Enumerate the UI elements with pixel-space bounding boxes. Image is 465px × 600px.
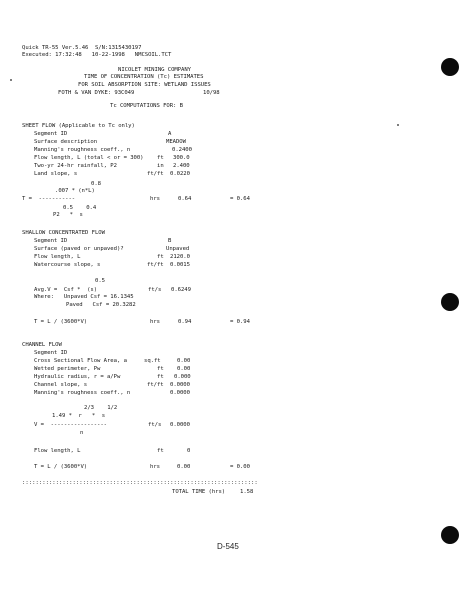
shallow-where-unpaved: Where: Unpaved Csf = 16.1345 [34, 294, 134, 300]
channel-t-value: 0.00 [177, 464, 191, 470]
shallow-slope-label: Watercourse slope, s [34, 262, 101, 268]
colon-divider-rule: :::::::::::::::::::::::::::::::::::::::::::::::::::::::::::::::::::::: [22, 481, 258, 486]
sheet-surface-label: Surface description [34, 139, 98, 145]
scan-speck [10, 79, 12, 81]
shallow-avgv-unit: ft/s [148, 287, 162, 293]
channel-area-value: 0.00 [177, 358, 191, 364]
channel-hr-unit: ft [157, 374, 164, 380]
sheet-rain-unit: in [157, 163, 164, 169]
sheet-eq-numerator: .007 * (n*L) [55, 188, 95, 194]
company-name: NICOLET MINING COMPANY [118, 67, 191, 73]
sheet-rain-label: Two-yr 24-hr rainfall, P2 [34, 163, 117, 169]
shallow-t-value: 0.94 [178, 319, 192, 325]
channel-wp-value: 0.00 [177, 366, 191, 372]
scan-speck [397, 124, 399, 126]
sheet-manning-value: 0.2400 [172, 147, 192, 153]
shallow-t-label: T = L / (3600*V) [34, 319, 88, 325]
channel-length-value: 0 [187, 448, 191, 454]
shallow-surface-value: Unpaved [166, 246, 190, 252]
sheet-slope-unit: ft/ft [147, 171, 164, 177]
channel-eq-exponents: 2/3 1/2 [84, 405, 118, 411]
shallow-segment-label: Segment ID [34, 238, 68, 244]
channel-hr-value: 0.000 [174, 374, 191, 380]
page-number: D-545 [217, 542, 239, 551]
channel-t-label: T = L / (3600*V) [34, 464, 88, 470]
sheet-eq-exponent: 0.8 [91, 181, 101, 187]
punch-hole-top [441, 58, 459, 76]
channel-wp-label: Wetted perimeter, Pw [34, 366, 101, 372]
channel-v-value: 0.0000 [170, 422, 190, 428]
shallow-where-paved: Paved Csf = 20.3282 [66, 302, 136, 308]
channel-slope-value: 0.0000 [170, 382, 190, 388]
channel-hr-label: Hydraulic radius, r = a/Pw [34, 374, 121, 380]
punch-hole-bottom [441, 526, 459, 544]
sheet-eq-exponents: 0.5 0.4 [63, 205, 97, 211]
shallow-length-value: 2120.0 [170, 254, 190, 260]
shallow-t-total: = 0.94 [230, 319, 250, 325]
channel-t-unit: hrs [150, 464, 160, 470]
sheet-length-unit: ft [157, 155, 164, 161]
report-date: 10/98 [203, 90, 220, 96]
channel-area-unit: sq.ft [144, 358, 161, 364]
channel-v-unit: ft/s [148, 422, 162, 428]
punch-hole-middle [441, 293, 459, 311]
sheet-eq-denominator: P2 * s [53, 212, 83, 218]
report-subtitle: FOR SOIL ABSORPTION SITE: WETLAND ISSUES [78, 82, 211, 88]
channel-manning-label: Manning's roughness coeff., n [34, 390, 131, 396]
total-time-value: 1.58 [240, 489, 254, 495]
channel-wp-unit: ft [157, 366, 164, 372]
channel-t-total: = 0.00 [230, 464, 250, 470]
shallow-slope-unit: ft/ft [147, 262, 164, 268]
sheet-t-unit: hrs [150, 196, 160, 202]
shallow-surface-label: Surface (paved or unpaved)? [34, 246, 124, 252]
channel-manning-value: 0.0000 [170, 390, 190, 396]
report-title: TIME OF CONCENTRATION (Tc) ESTIMATES [84, 74, 204, 80]
shallow-segment-value: B [168, 238, 172, 244]
sheet-length-label: Flow length, L (total < or = 300) [34, 155, 144, 161]
sheet-rain-value: 2.400 [173, 163, 190, 169]
channel-segment-label: Segment ID [34, 350, 68, 356]
channel-flow-heading: CHANNEL FLOW [22, 342, 62, 348]
shallow-length-label: Flow length, L [34, 254, 81, 260]
channel-length-unit: ft [157, 448, 164, 454]
channel-slope-label: Channel slope, s [34, 382, 88, 388]
sheet-eq-t: T = ----------- [22, 196, 76, 202]
sheet-manning-label: Manning's roughness coeff., n [34, 147, 131, 153]
shallow-slope-value: 0.0015 [170, 262, 190, 268]
sheet-flow-heading: SHEET FLOW (Applicable to Tc only) [22, 123, 135, 129]
shallow-t-unit: hrs [150, 319, 160, 325]
sheet-length-value: 300.0 [173, 155, 190, 161]
shallow-avgv-label: Avg.V = Csf * (s) [34, 287, 98, 293]
preparer: FOTH & VAN DYKE: 93C049 [58, 90, 135, 96]
tc-computations-title: Tc COMPUTATIONS FOR: B [110, 103, 183, 109]
channel-eq-v: V = ----------------- [34, 422, 107, 428]
execution-timestamp: Executed: 17:32:48 10-22-1998 NMCSOIL.TCT [22, 52, 172, 58]
sheet-segment-label: Segment ID [34, 131, 68, 137]
channel-length-label: Flow length, L [34, 448, 81, 454]
shallow-eq-exponent: 0.5 [95, 278, 105, 284]
program-version: Quick TR-55 Ver.5.46 S/N:1315430197 [22, 45, 142, 51]
channel-eq-numerator: 1.49 * r * s [52, 413, 106, 419]
sheet-surface-value: MEADOW [166, 139, 186, 145]
sheet-t-total: = 0.64 [230, 196, 250, 202]
shallow-avgv-value: 0.6249 [171, 287, 191, 293]
sheet-slope-label: Land slope, s [34, 171, 78, 177]
channel-area-label: Cross Sectional Flow Area, a [34, 358, 127, 364]
shallow-length-unit: ft [157, 254, 164, 260]
sheet-slope-value: 0.0220 [170, 171, 190, 177]
channel-slope-unit: ft/ft [147, 382, 164, 388]
sheet-t-value: 0.64 [178, 196, 192, 202]
total-time-label: TOTAL TIME (hrs) [172, 489, 226, 495]
sheet-segment-value: A [168, 131, 172, 137]
channel-eq-denominator: n [80, 430, 84, 436]
shallow-flow-heading: SHALLOW CONCENTRATED FLOW [22, 230, 105, 236]
